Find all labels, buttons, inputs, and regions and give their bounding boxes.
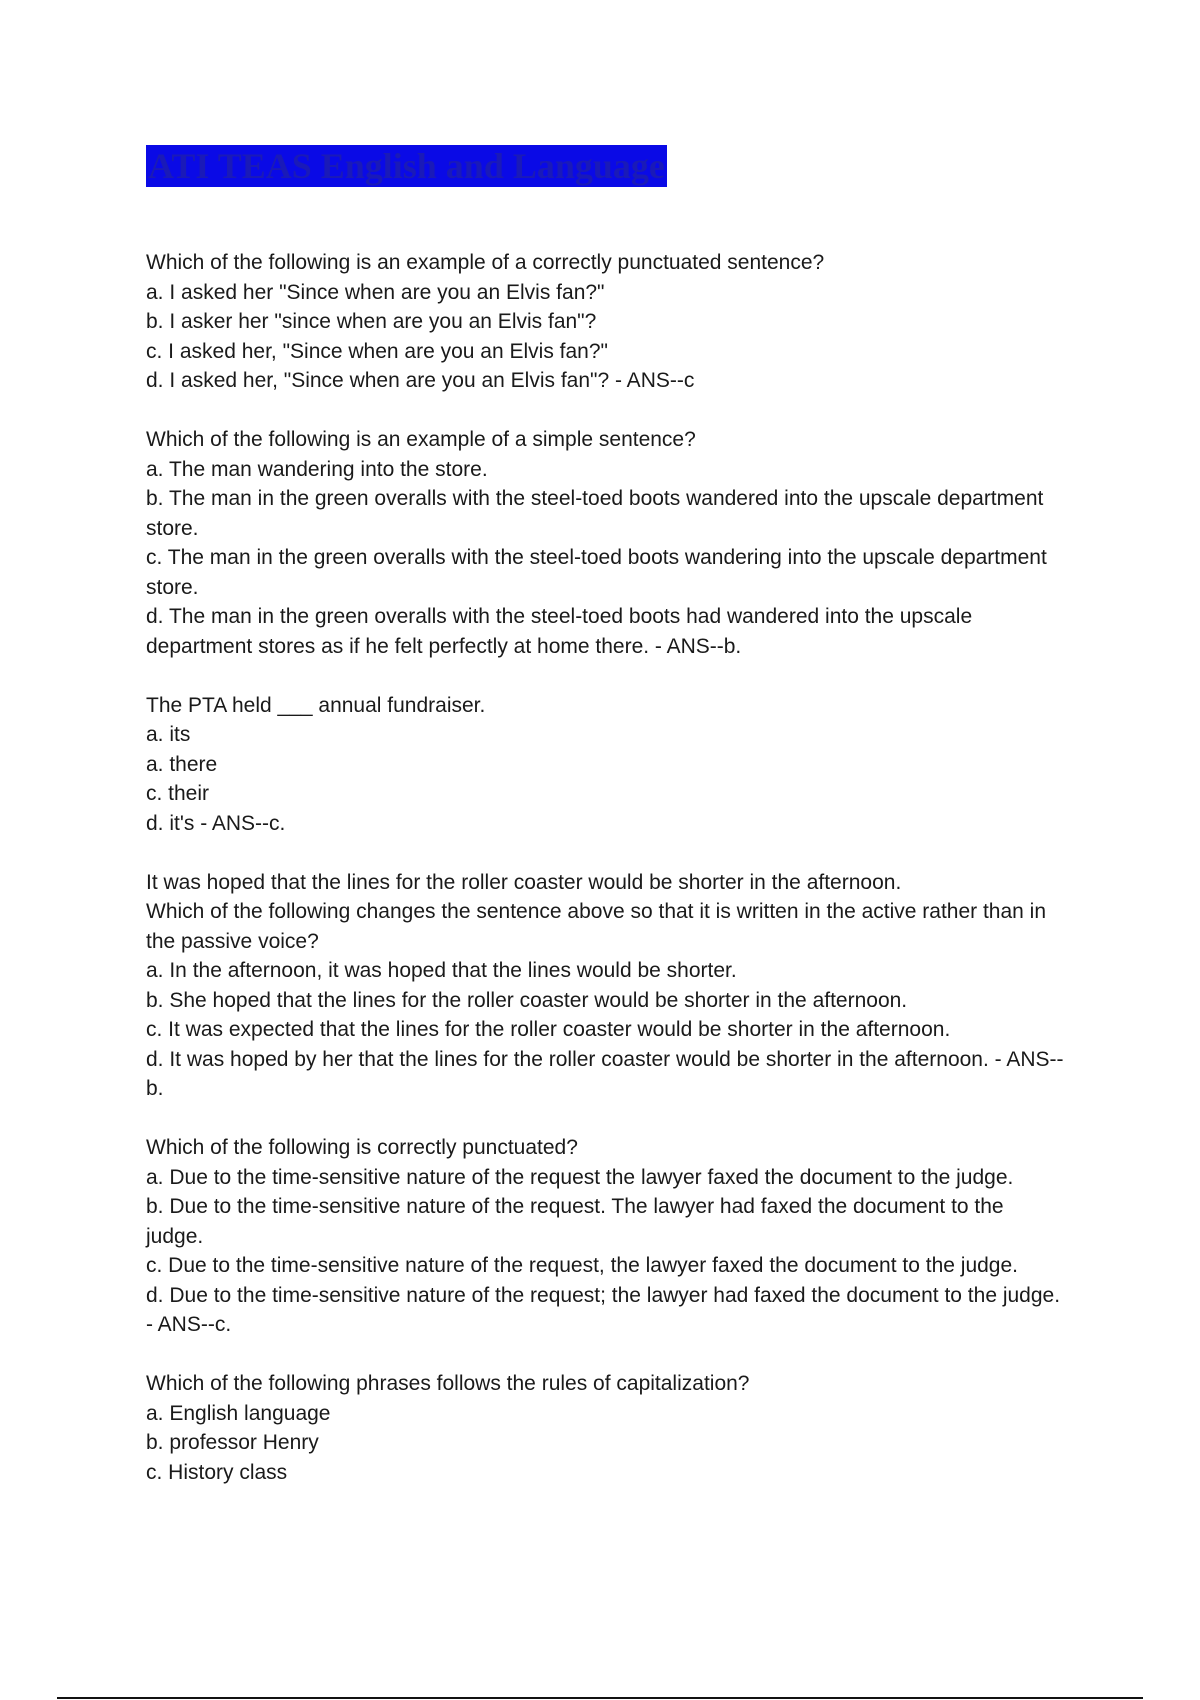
question-stem: Which of the following is correctly punctuated?: [146, 1136, 578, 1159]
answer-option: d. it's - ANS--c.: [146, 811, 286, 835]
question-block: [146, 691, 1066, 839]
document-title: ATI TEAS English and Language: [148, 146, 665, 186]
question-block: [146, 1133, 1066, 1340]
answer-option: a. I asked her "Since when are you an Elvis fan?": [146, 280, 605, 304]
answer-option: c. The man in the green overalls with the steel-toed boots wandering into the upscale department store.: [146, 546, 1047, 599]
answer-option: a. there: [146, 752, 218, 776]
question-stem: Which of the following phrases follows the rules of capitalization?: [146, 1372, 750, 1395]
question-stem: It was hoped that the lines for the roller coaster would be shorter in the afternoon.: [146, 870, 902, 894]
answer-option: b. She hoped that the lines for the roller coaster would be shorter in the afternoon.: [146, 988, 908, 1012]
answer-option: a. In the afternoon, it was hoped that the lines would be shorter.: [146, 959, 737, 982]
answer-option: a. English language: [146, 1401, 331, 1425]
question-block: [146, 1369, 1066, 1487]
answer-option: d. I asked her, "Since when are you an Elvis fan"? - ANS--c: [146, 369, 695, 392]
answer-option: b. professor Henry: [146, 1431, 319, 1454]
question-block: [146, 868, 1066, 1104]
answer-option: a. Due to the time-sensitive nature of the request the lawyer faxed the document to the judge.: [146, 1165, 1014, 1189]
question-stem: Which of the following is an example of a simple sentence?: [146, 428, 696, 451]
footer-divider: [57, 1697, 1143, 1699]
answer-option: a. The man wandering into the store.: [146, 457, 488, 481]
answer-option: c. Due to the time-sensitive nature of the request, the lawyer faxed the document to the judge.: [146, 1254, 1019, 1277]
answer-option: d. It was hoped by her that the lines for the roller coaster would be shorter in the afternoon. - ANS--b.: [146, 1047, 1064, 1100]
answer-option: d. Due to the time-sensitive nature of the request; the lawyer had faxed the document to the judge. - ANS--c.: [146, 1283, 1061, 1336]
answer-option: c. I asked her, "Since when are you an Elvis fan?": [146, 339, 608, 363]
answer-option: b. Due to the time-sensitive nature of the request. The lawyer had faxed the document to the judge.: [146, 1195, 1004, 1248]
question-prompt: Which of the following changes the sentence above so that it is written in the active rather than in the passive voice?: [146, 900, 1047, 953]
answer-option: b. The man in the green overalls with the steel-toed boots wandered into the upscale department store.: [146, 487, 1044, 540]
question-stem: Which of the following is an example of a correctly punctuated sentence?: [146, 251, 825, 274]
question-block: [146, 248, 1066, 396]
question-list: [146, 248, 1066, 1517]
answer-option: d. The man in the green overalls with the steel-toed boots had wandered into the upscale department stores as if he felt perfectly at home there. - ANS--b.: [146, 605, 973, 658]
answer-option: c. History class: [146, 1460, 288, 1484]
answer-option: c. their: [146, 782, 210, 805]
question-block: [146, 425, 1066, 661]
answer-option: a. its: [146, 723, 191, 746]
question-stem: The PTA held ___ annual fundraiser.: [146, 693, 486, 717]
answer-option: c. It was expected that the lines for the roller coaster would be shorter in the afternoon.: [146, 1018, 951, 1041]
answer-option: b. I asker her "since when are you an Elvis fan"?: [146, 310, 597, 333]
